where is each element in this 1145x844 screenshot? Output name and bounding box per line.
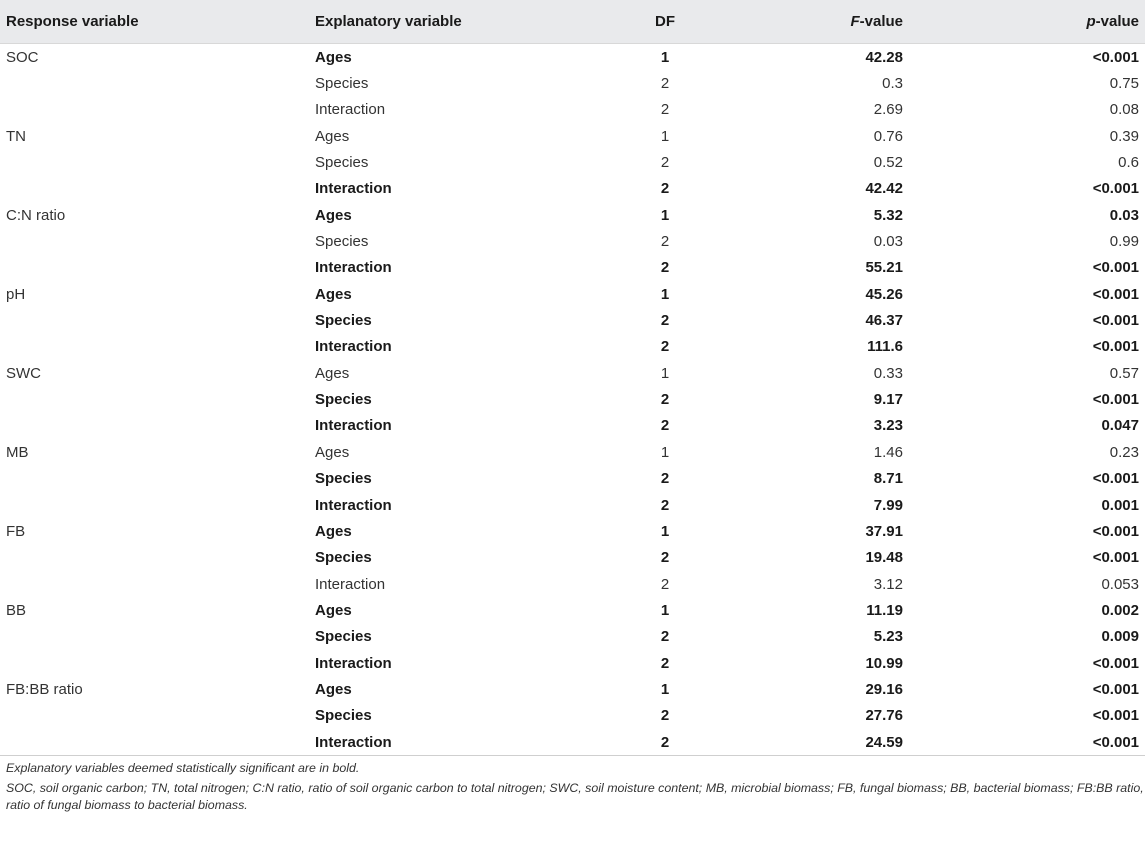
cell-df: 1 [660, 601, 670, 619]
cell-explanatory-variable: Ages [315, 206, 352, 224]
cell-df: 2 [660, 707, 670, 725]
cell-explanatory-variable: Interaction [315, 733, 392, 751]
cell-p-value: 0.047 [1101, 417, 1139, 435]
header-f-value [708, 0, 911, 44]
cell-f-value: 0.03 [873, 233, 903, 251]
cell-df: 2 [660, 154, 670, 172]
cell-explanatory-variable: Ages [315, 48, 352, 66]
cell-f-value: 0.52 [873, 154, 903, 172]
cell-df: 1 [660, 522, 670, 540]
table-row [0, 518, 1145, 544]
cell-explanatory-variable: Species [315, 75, 369, 93]
table-row [0, 545, 1145, 571]
cell-df: 2 [660, 259, 670, 277]
cell-df: 2 [660, 628, 670, 646]
cell-response-variable [0, 413, 307, 439]
cell-f-value: 3.23 [873, 417, 903, 435]
cell-explanatory-variable: Ages [315, 127, 350, 145]
cell-f-value: 27.76 [865, 707, 903, 725]
cell-p-value: <0.001 [1092, 180, 1139, 198]
cell-explanatory-variable: Interaction [315, 496, 392, 514]
cell-df: 2 [660, 312, 670, 330]
cell-p-value: <0.001 [1092, 391, 1139, 409]
cell-p-value: <0.001 [1092, 733, 1139, 751]
cell-f-value: 10.99 [865, 654, 903, 672]
cell-df: 1 [660, 285, 670, 303]
cell-p-value: <0.001 [1092, 470, 1139, 488]
cell-df: 2 [660, 496, 670, 514]
cell-response-variable [0, 70, 307, 96]
table-body [0, 44, 1145, 756]
cell-response-variable [0, 492, 307, 518]
table-row [0, 492, 1145, 518]
header-response-variable: Response variable [0, 0, 307, 44]
cell-p-value: <0.001 [1092, 312, 1139, 330]
cell-response-variable: FB [6, 522, 26, 540]
cell-f-value: 42.42 [865, 180, 903, 198]
cell-df: 2 [660, 417, 670, 435]
table-row [0, 307, 1145, 333]
header-p-value [911, 0, 1145, 44]
cell-f-value: 24.59 [865, 733, 903, 751]
cell-explanatory-variable: Ages [315, 522, 352, 540]
table-row [0, 571, 1145, 597]
cell-explanatory-variable: Interaction [315, 575, 386, 593]
cell-explanatory-variable: Interaction [315, 417, 392, 435]
cell-f-value: 0.33 [873, 364, 903, 382]
table-row [0, 202, 1145, 228]
cell-p-value: 0.23 [1109, 443, 1139, 461]
cell-explanatory-variable: Ages [315, 601, 352, 619]
table-row [0, 255, 1145, 281]
cell-df: 1 [660, 48, 670, 66]
cell-explanatory-variable: Interaction [315, 180, 392, 198]
cell-response-variable: BB [6, 601, 27, 619]
header-f-rest: -value [859, 13, 903, 30]
cell-f-value: 55.21 [865, 259, 903, 277]
cell-p-value: <0.001 [1092, 654, 1139, 672]
cell-p-value: <0.001 [1092, 48, 1139, 66]
cell-response-variable [0, 386, 307, 412]
cell-p-value: 0.002 [1101, 601, 1139, 619]
cell-f-value: 0.76 [873, 127, 903, 145]
cell-f-value: 9.17 [873, 391, 903, 409]
cell-explanatory-variable: Species [315, 549, 372, 567]
cell-response-variable: SWC [6, 364, 41, 382]
cell-response-variable [0, 228, 307, 254]
cell-p-value: <0.001 [1092, 549, 1139, 567]
cell-p-value: <0.001 [1092, 338, 1139, 356]
table-row [0, 149, 1145, 175]
cell-f-value: 42.28 [865, 48, 903, 66]
table-row [0, 281, 1145, 307]
cell-f-value: 5.23 [873, 628, 903, 646]
header-p-italic: p [1086, 13, 1096, 30]
cell-f-value: 37.91 [865, 522, 903, 540]
cell-p-value: 0.001 [1101, 496, 1139, 514]
cell-response-variable: FB:BB ratio [6, 680, 83, 698]
cell-df: 2 [660, 549, 670, 567]
table-row [0, 386, 1145, 412]
cell-df: 2 [660, 233, 670, 251]
table-header-row [0, 0, 1145, 44]
cell-f-value: 2.69 [873, 101, 903, 119]
cell-f-value: 0.3 [882, 75, 903, 93]
cell-response-variable [0, 97, 307, 123]
cell-p-value: 0.99 [1109, 233, 1139, 251]
cell-f-value: 46.37 [865, 312, 903, 330]
cell-explanatory-variable: Ages [315, 680, 352, 698]
cell-response-variable [0, 149, 307, 175]
cell-p-value: 0.75 [1109, 75, 1139, 93]
cell-f-value: 19.48 [865, 549, 903, 567]
cell-explanatory-variable: Species [315, 707, 372, 725]
cell-df: 2 [660, 470, 670, 488]
table-row [0, 123, 1145, 149]
header-p-rest: -value [1095, 13, 1139, 30]
cell-df: 2 [660, 338, 670, 356]
table-row [0, 44, 1145, 71]
cell-df: 2 [660, 654, 670, 672]
cell-p-value: 0.03 [1109, 206, 1139, 224]
table-row [0, 176, 1145, 202]
cell-response-variable [0, 703, 307, 729]
cell-p-value: 0.009 [1101, 628, 1139, 646]
table-row [0, 650, 1145, 676]
cell-response-variable: MB [6, 443, 29, 461]
table-row [0, 334, 1145, 360]
cell-response-variable [0, 571, 307, 597]
footnote-significance: Explanatory variables deemed statistically significant are in bold. [6, 761, 360, 776]
cell-df: 1 [660, 206, 670, 224]
table-row [0, 439, 1145, 465]
cell-explanatory-variable: Species [315, 154, 369, 172]
cell-response-variable: C:N ratio [6, 206, 66, 224]
cell-response-variable [0, 466, 307, 492]
cell-explanatory-variable: Interaction [315, 338, 392, 356]
cell-explanatory-variable: Interaction [315, 654, 392, 672]
cell-f-value: 7.99 [873, 496, 903, 514]
cell-p-value: 0.57 [1109, 364, 1139, 382]
cell-p-value: <0.001 [1092, 285, 1139, 303]
cell-explanatory-variable: Ages [315, 443, 350, 461]
cell-explanatory-variable: Species [315, 391, 372, 409]
cell-df: 1 [660, 364, 670, 382]
table-row [0, 70, 1145, 96]
cell-f-value: 29.16 [865, 680, 903, 698]
cell-explanatory-variable: Ages [315, 285, 352, 303]
cell-df: 2 [660, 733, 670, 751]
cell-f-value: 8.71 [873, 470, 903, 488]
cell-f-value: 5.32 [873, 206, 903, 224]
cell-explanatory-variable: Interaction [315, 101, 386, 119]
table-row [0, 624, 1145, 650]
cell-response-variable [0, 729, 307, 755]
cell-p-value: <0.001 [1092, 680, 1139, 698]
cell-response-variable [0, 255, 307, 281]
table-row [0, 360, 1145, 386]
cell-p-value: <0.001 [1092, 707, 1139, 725]
cell-explanatory-variable: Species [315, 233, 369, 251]
cell-f-value: 45.26 [865, 285, 903, 303]
cell-explanatory-variable: Species [315, 312, 372, 330]
cell-response-variable: pH [6, 285, 26, 303]
cell-p-value: 0.39 [1109, 127, 1139, 145]
cell-f-value: 111.6 [867, 338, 903, 356]
cell-explanatory-variable: Species [315, 628, 372, 646]
cell-df: 2 [660, 101, 670, 119]
table-row [0, 228, 1145, 254]
cell-df: 2 [660, 180, 670, 198]
cell-response-variable: SOC [6, 48, 39, 66]
table-row [0, 703, 1145, 729]
cell-p-value: <0.001 [1092, 259, 1139, 277]
cell-f-value: 1.46 [873, 443, 903, 461]
cell-p-value: 0.08 [1109, 101, 1139, 119]
footnote-abbreviations: SOC, soil organic carbon; TN, total nitrogen; C:N ratio, ratio of soil organic carbon to total nitrogen; SWC, soil moisture content; MB, microbial biomass; FB, fungal biomass; BB, bacterial biomass; FB:BB ratio, ratio of fungal biomass to bacterial biomass. [6, 780, 1144, 813]
cell-response-variable [0, 176, 307, 202]
cell-explanatory-variable: Ages [315, 364, 350, 382]
cell-response-variable [0, 650, 307, 676]
table-row [0, 729, 1145, 755]
cell-response-variable [0, 307, 307, 333]
table-row [0, 597, 1145, 623]
cell-response-variable [0, 334, 307, 360]
cell-f-value: 11.19 [866, 601, 903, 619]
header-f-italic: F [850, 13, 860, 30]
header-explanatory-variable: Explanatory variable [307, 0, 622, 44]
table-row [0, 97, 1145, 123]
cell-df: 2 [660, 75, 670, 93]
table-footnotes [0, 756, 1145, 815]
header-df: DF [622, 0, 708, 44]
cell-df: 1 [660, 127, 670, 145]
cell-df: 1 [660, 680, 670, 698]
cell-response-variable: TN [6, 127, 26, 145]
table-row [0, 466, 1145, 492]
cell-f-value: 3.12 [873, 575, 903, 593]
cell-df: 1 [660, 443, 670, 461]
cell-explanatory-variable: Species [315, 470, 372, 488]
cell-p-value: 0.6 [1118, 154, 1139, 172]
table-row [0, 413, 1145, 439]
cell-response-variable [0, 624, 307, 650]
cell-p-value: 0.053 [1101, 575, 1139, 593]
cell-df: 2 [660, 391, 670, 409]
cell-explanatory-variable: Interaction [315, 259, 392, 277]
cell-p-value: <0.001 [1092, 522, 1139, 540]
table-row [0, 676, 1145, 702]
cell-df: 2 [660, 575, 670, 593]
cell-response-variable [0, 545, 307, 571]
